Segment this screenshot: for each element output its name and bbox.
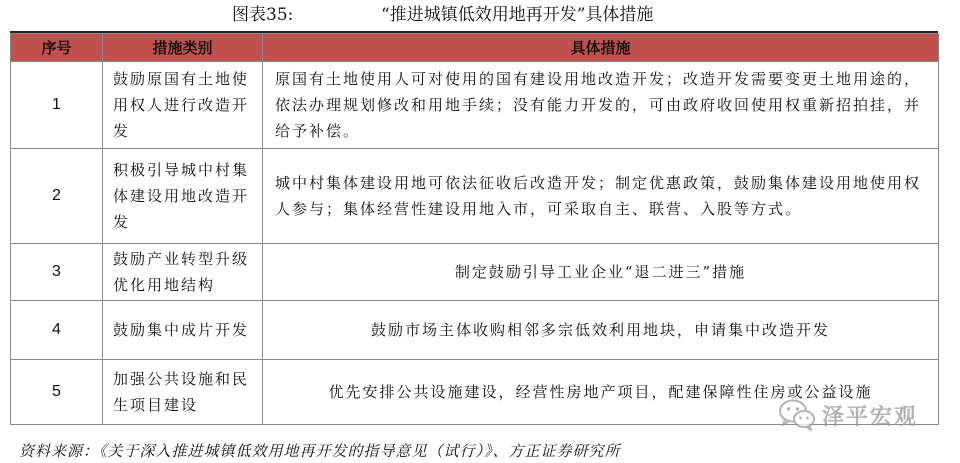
table-header-row (11, 34, 939, 62)
table-row (11, 244, 939, 301)
figure-name: “推进城镇低效用地再开发”具体措施 (381, 5, 654, 25)
row-detail: 原国有土地使用人可对使用的国有建设用地改造开发；改造开发需要变更土地用途的，依法办理规划修改和用地手续；没有能力开发的，可由政府收回使用权重新招拍挂，并给予补偿。 (263, 62, 939, 149)
row-category: 鼓励原国有土地使用权人进行改造开发 (103, 62, 263, 149)
table-row (11, 301, 939, 360)
watermark (778, 396, 918, 434)
row-index: 4 (11, 301, 103, 360)
row-index: 3 (11, 244, 103, 301)
row-index: 2 (11, 149, 103, 244)
row-category: 鼓励集中成片开发 (103, 301, 263, 360)
row-category: 加强公共设施和民生项目建设 (103, 360, 263, 425)
row-category: 鼓励产业转型升级优化用地结构 (103, 244, 263, 301)
header-category: 措施类别 (103, 34, 263, 62)
table-row (11, 149, 939, 244)
row-detail: 鼓励市场主体收购相邻多宗低效利用地块，申请集中改造开发 (263, 301, 939, 360)
source-note: 资料来源：《关于深入推进城镇低效用地再开发的指导意见（试行）》、方正证券研究所 (19, 442, 621, 460)
row-index: 5 (11, 360, 103, 425)
measures-table (10, 33, 939, 425)
header-index: 序号 (11, 34, 103, 62)
row-index: 1 (11, 62, 103, 149)
figure-label: 图表35: (232, 5, 294, 25)
row-category: 积极引导城中村集体建设用地改造开发 (103, 149, 263, 244)
wechat-icon (778, 398, 816, 432)
header-detail: 具体措施 (263, 34, 939, 62)
measures-table-container (10, 31, 938, 425)
table-row (11, 62, 939, 149)
row-detail: 城中村集体建设用地可依法征收后改造开发；制定优惠政策，鼓励集体建设用地使用权人参与；集体经营性建设用地入市，可采取自主、联营、入股等方式。 (263, 149, 939, 244)
row-detail: 优先安排公共设施建设，经营性房地产项目，配建保障性住房或公益设施 (263, 360, 939, 425)
figure-title (0, 0, 960, 30)
row-detail: 制定鼓励引导工业企业“退二进三”措施 (263, 244, 939, 301)
watermark-text: 泽平宏观 (822, 404, 919, 430)
